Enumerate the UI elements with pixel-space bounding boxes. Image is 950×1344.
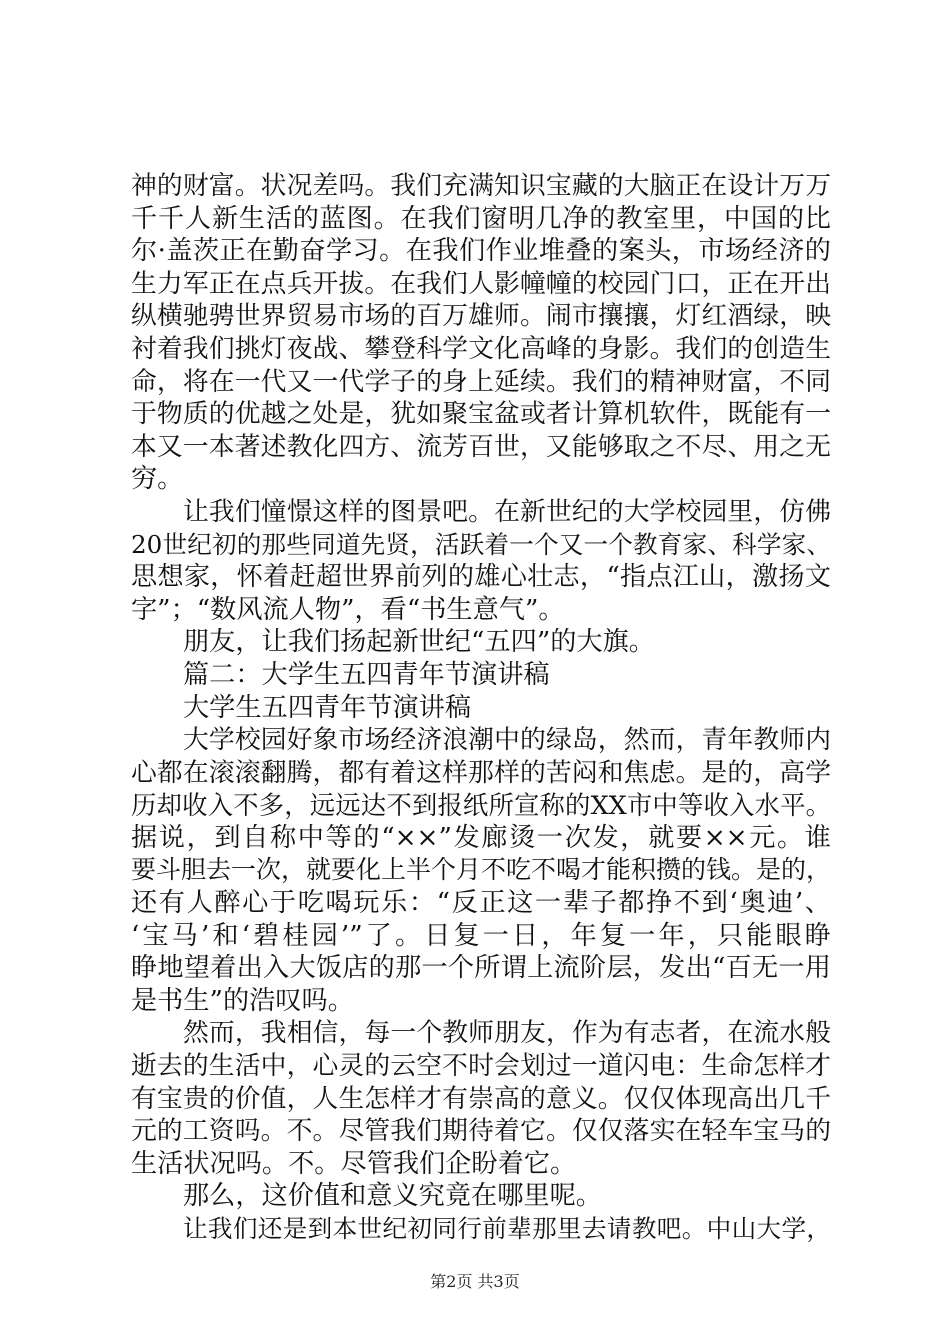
text-line: 心都在滚滚翻腾，都有着这样那样的苦闷和焦虑。是的，高学 — [131, 757, 831, 788]
text-line: 历却收入不多，远远达不到报纸所宣称的XX市中等收入水平。 — [131, 790, 831, 821]
text-line: 生力军正在点兵开拔。在我们人影幢幢的校园门口，正在开出 — [131, 268, 831, 299]
text-line: 本又一本著述教化四方、流芳百世，又能够取之不尽、用之无 — [131, 431, 831, 462]
page-number: 第2页 共3页 — [430, 1272, 520, 1291]
page-footer — [0, 1272, 950, 1292]
text-line: 睁地望着出入大饭店的那一个所谓上流阶层，发出“百无一用 — [131, 953, 831, 984]
text-line: 于物质的优越之处是，犹如聚宝盆或者计算机软件，既能有一 — [131, 399, 831, 430]
text-line: 尔·盖茨正在勤奋学习。在我们作业堆叠的案头，市场经济的 — [131, 236, 831, 267]
text-line: 还有人醉心于吃喝玩乐：“反正这一辈子都挣不到‘奥迪’、 — [131, 888, 831, 919]
text-line: 穷。 — [131, 464, 184, 495]
text-line: 逝去的生活中，心灵的云空不时会划过一道闪电：生命怎样才 — [131, 1051, 831, 1082]
text-line: 据说，到自称中等的“××”发廊烫一次发，就要××元。谁 — [131, 822, 831, 853]
text-line: 字”；“数风流人物”，看“书生意气”。 — [131, 594, 565, 625]
text-line: 是书生”的浩叹吗。 — [131, 985, 354, 1016]
paragraph-start-line: 让我们还是到本世纪初同行前辈那里去请教吧。中山大学， — [183, 1214, 831, 1243]
text-line: 命，将在一代又一代学子的身上延续。我们的精神财富，不同 — [131, 366, 831, 397]
text-line: 元的工资吗。不。尽管我们期待着它。仅仅落实在轻车宝马的 — [131, 1116, 831, 1147]
text-line: 思想家，怀着赶超世界前列的雄心壮志，“指点江山，激扬文 — [131, 562, 831, 593]
text-line: 衬着我们挑灯夜战、攀登科学文化高峰的身影。我们的创造生 — [131, 333, 831, 364]
paragraph-start-line: 大学校园好象市场经济浪潮中的绿岛，然而，青年教师内 — [183, 725, 831, 756]
speech-title: 大学生五四青年节演讲稿 — [183, 692, 472, 723]
paragraph-start-line: 朋友，让我们扬起新世纪“五四”的大旗。 — [183, 627, 655, 658]
text-line: 神的财富。状况差吗。我们充满知识宝藏的大脑正在设计万万 — [131, 171, 831, 201]
text-line: 要斗胆去一次，就要化上半个月不吃不喝才能积攒的钱。是的， — [131, 855, 832, 885]
paragraph-start-line: 那么，这价值和意义究竟在哪里呢。 — [183, 1181, 602, 1212]
text-line: 20世纪初的那些同道先贤，活跃着一个又一个教育家、科学家、 — [131, 529, 831, 559]
paragraph-start-line: 然而，我相信，每一个教师朋友，作为有志者，在流水般 — [183, 1018, 831, 1049]
text-line: 千千人新生活的蓝图。在我们窗明几净的教室里，中国的比 — [131, 203, 831, 234]
document-body — [131, 170, 831, 1246]
section-heading: 篇二：大学生五四青年节演讲稿 — [183, 659, 550, 690]
text-line: 纵横驰骋世界贸易市场的百万雄师。闹市攘攘，灯红酒绿，映 — [131, 301, 831, 332]
text-line: 有宝贵的价值，人生怎样才有崇高的意义。仅仅体现高出几千 — [131, 1083, 831, 1114]
paragraph-start-line: 让我们憧憬这样的图景吧。在新世纪的大学校园里，仿佛 — [183, 496, 831, 527]
text-line: 生活状况吗。不。尽管我们企盼着它。 — [131, 1148, 577, 1179]
text-line: ‘宝马’和‘碧桂园’”了。日复一日，年复一年，只能眼睁 — [131, 920, 831, 951]
